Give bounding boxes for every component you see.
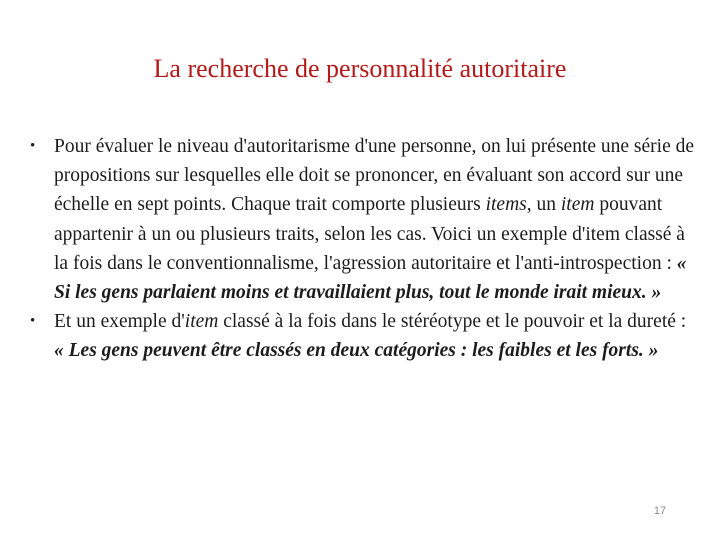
bullet-1-italic-term: item	[560, 194, 595, 216]
bullet-icon: •	[30, 313, 36, 330]
bullet-1-text	[54, 136, 694, 303]
bullet-item-2	[30, 307, 695, 365]
bullet-2-text-part: Et un exemple d'	[54, 311, 185, 333]
bullet-2-text-part: classé à la fois dans le stéréotype et le pouvoir et la dureté :	[218, 311, 687, 333]
bullet-1-quote: « Si les gens parlaient moins et travaillaient plus, tout le monde irait mieux. »	[54, 252, 687, 304]
bullet-2-text	[54, 311, 686, 361]
bullet-2-italic-term: item	[184, 311, 219, 333]
bullet-1-text-part: pouvant appartenir à un ou plusieurs traits, selon les cas. Voici un exemple d'item classé à la fois dans le conventionnalisme, l'agression autoritaire et l'anti-introspection :	[54, 194, 685, 274]
page-number: 17	[653, 505, 667, 517]
slide-title: La recherche de personnalité autoritaire	[153, 54, 567, 83]
bullet-list	[30, 132, 695, 366]
bullet-item-1	[30, 132, 695, 307]
bullet-1-text-part: , un	[526, 194, 561, 216]
bullet-2-quote: « Les gens peuvent être classés en deux catégories : les faibles et les forts. »	[54, 340, 659, 362]
bullet-1-italic-term: items	[485, 194, 527, 216]
bullet-1-text-part: Pour évaluer le niveau d'autoritarisme d'une personne, on lui présente une série de propositions sur lesquelles elle doit se prononcer, en évaluant son accord sur une échelle en sept points. Chaque trait comporte plusieurs	[54, 136, 695, 216]
bullet-icon: •	[30, 138, 36, 154]
